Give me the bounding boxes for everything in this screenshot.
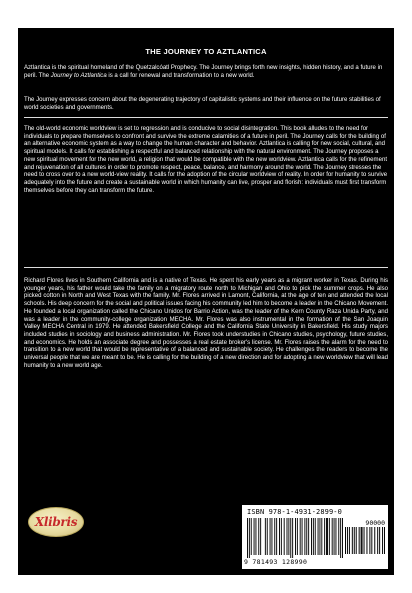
barcode-bar — [327, 518, 328, 555]
barcode-bar — [384, 527, 385, 554]
barcode-bar — [345, 527, 346, 554]
barcode-bar — [274, 518, 275, 555]
xlibris-logo — [28, 507, 84, 537]
price-code: 90000 — [365, 519, 385, 527]
divider-line — [24, 117, 388, 118]
back-cover — [18, 28, 394, 575]
barcode-bar — [271, 518, 272, 555]
barcode-bar — [374, 527, 375, 554]
addon-barcode — [345, 527, 385, 557]
barcode-bar — [251, 518, 252, 555]
barcode-digits: 9 781493 128990 — [244, 558, 308, 566]
paragraph-intro-part1: Aztlantica is the spiritual homeland of the Quetzalcóatl Prophecy. The Journey brings forth new insights, hidden history, and a future in peril. The — [24, 65, 383, 79]
barcode-bar — [270, 518, 271, 555]
barcode-bar — [366, 527, 367, 554]
paragraph-worldview: The old-world economic worldview is set to regression and is conducive to social disintegration. This book alludes to the need for individuals to prepare themselves to confront and survive the extreme calamities of a future in peril. The Journey calls for the building of an alternative economic system as a way to change the human character and behavior. Aztlantica is calling for new social, cultural, and spiritual models. It calls for establishing a respectful and balanced relationship with the natural environment. The Journey proposes a new spiritual movement for the new world, a religion that would be compatible with the new worldview. Aztlantica calls for the refinement and rejuvenation of all cultures in order to promote respect, peace, balance, and harmony around the world. The Journey stresses the need to cross over to a new world-view reality. It calls for the adoption of the circular worldview of reality. In order for humanity to survive adequately into the future and create a sustainable world in which humanity can live, prosper and florish: individuals must first transform themselves before they can transform the future. — [24, 126, 388, 194]
isbn-text: ISBN 978-1-4931-2899-0 — [247, 508, 342, 516]
barcode-bar — [356, 527, 357, 554]
barcode-bar — [377, 527, 378, 554]
barcode-bar — [361, 527, 362, 554]
barcode-bar — [359, 527, 360, 554]
barcode-bar — [313, 518, 314, 555]
barcode-bar — [334, 518, 335, 555]
barcode-bar — [254, 518, 255, 555]
barcode-bar — [315, 518, 316, 555]
barcode-bar — [258, 518, 259, 555]
ean-barcode — [247, 518, 343, 558]
barcode-bar — [265, 518, 266, 555]
barcode-bar — [349, 527, 350, 554]
divider-line — [24, 267, 388, 268]
barcode-bar — [292, 518, 293, 558]
barcode-bar — [281, 518, 282, 555]
paragraph-intro-italic-title: Journey to Aztlantica — [50, 72, 107, 79]
barcode-bar — [306, 518, 307, 555]
barcode-bar — [371, 527, 372, 554]
paragraph-intro-part2: is a call for renewal and transformation to a new world. — [106, 72, 255, 79]
barcode-bar — [332, 518, 333, 555]
barcode-bar — [311, 518, 312, 555]
barcode-bar — [247, 518, 248, 558]
barcode-bar — [362, 527, 363, 554]
barcode-bar — [338, 518, 339, 555]
barcode-bar — [364, 527, 365, 554]
barcode-bar — [308, 518, 309, 555]
barcode-bar — [287, 518, 288, 555]
barcode-bar — [319, 518, 320, 555]
barcode-bar — [267, 518, 268, 555]
barcode-bar — [347, 527, 348, 554]
barcode-bar — [340, 518, 341, 558]
barcode-bar — [295, 518, 296, 555]
barcode-bar — [342, 518, 343, 558]
barcode-bar — [302, 518, 303, 555]
barcode-bar — [382, 527, 383, 554]
xlibris-logo-text: Xlibris — [34, 515, 78, 529]
barcode-bar — [369, 527, 370, 554]
barcode-bar — [279, 518, 280, 555]
barcode-box — [242, 505, 388, 569]
barcode-bar — [326, 518, 327, 555]
barcode-bar — [318, 518, 319, 555]
barcode-bar — [304, 518, 305, 555]
paragraph-intro — [24, 65, 388, 80]
barcode-bar — [284, 518, 285, 555]
barcode-bar — [276, 518, 277, 555]
barcode-bar — [324, 518, 325, 555]
barcode-bar — [354, 527, 355, 554]
paragraph-concern: The Journey expresses concern about the degenerating trajectory of capitalistic systems and their influence on the future stabilities of world societies and governments. — [24, 97, 381, 111]
barcode-bar — [300, 518, 301, 555]
barcode-bar — [297, 518, 298, 555]
barcode-bar — [379, 527, 380, 554]
author-bio: Richard Flores lives in Southern California and is a native of Texas. He spent his early years as a migrant worker in Texas. During his younger years, his father would take the family on a migratory route north to Michigan and Ohio to pick the summer crops. He also picked cotton in North and West Texas with the family. Mr. Flores arrived in Lamont, California, at the age of ten and attended the local schools. His deep concern for the social and political issues facing his community led him to become a leader in the Chicano Movement. He founded a local organization called the Chicano Unidos for Barrio Action, was the leader of the Kern County Raza Unida Party, and was a leader in the community-college organization MECHA. Mr. Flores was also instrumental in the formation of the San Joaquin Valley MECHA Central in 1979. He attended Bakersfield College and the California State University in Bakersfield. His study majors included studies in sociology and business administration. Mr. Flores took understudies in Chicano studies, psychology, future studies, and economics. He holds an associate degree and possesses a real estate broker's license. Mr. Flores raises the alarm for the need to transition to a new world that would be representative of a balanced and sustainable society. He challenges the readers to become the universal people that we are meant to be. He is calling for the building of a new direction and for adopting a new worldview that will lead humanity to a new world age. — [24, 278, 389, 369]
barcode-bar — [290, 518, 291, 558]
barcode-bar — [288, 518, 289, 555]
barcode-bar — [260, 518, 261, 555]
barcode-bar — [255, 518, 256, 555]
book-title: THE JOURNEY TO AZTLANTICA — [145, 47, 267, 56]
barcode-bar — [329, 518, 330, 555]
barcode-bar — [335, 518, 336, 555]
barcode-bar — [249, 518, 250, 558]
barcode-bar — [352, 527, 353, 554]
barcode-bar — [321, 518, 322, 555]
